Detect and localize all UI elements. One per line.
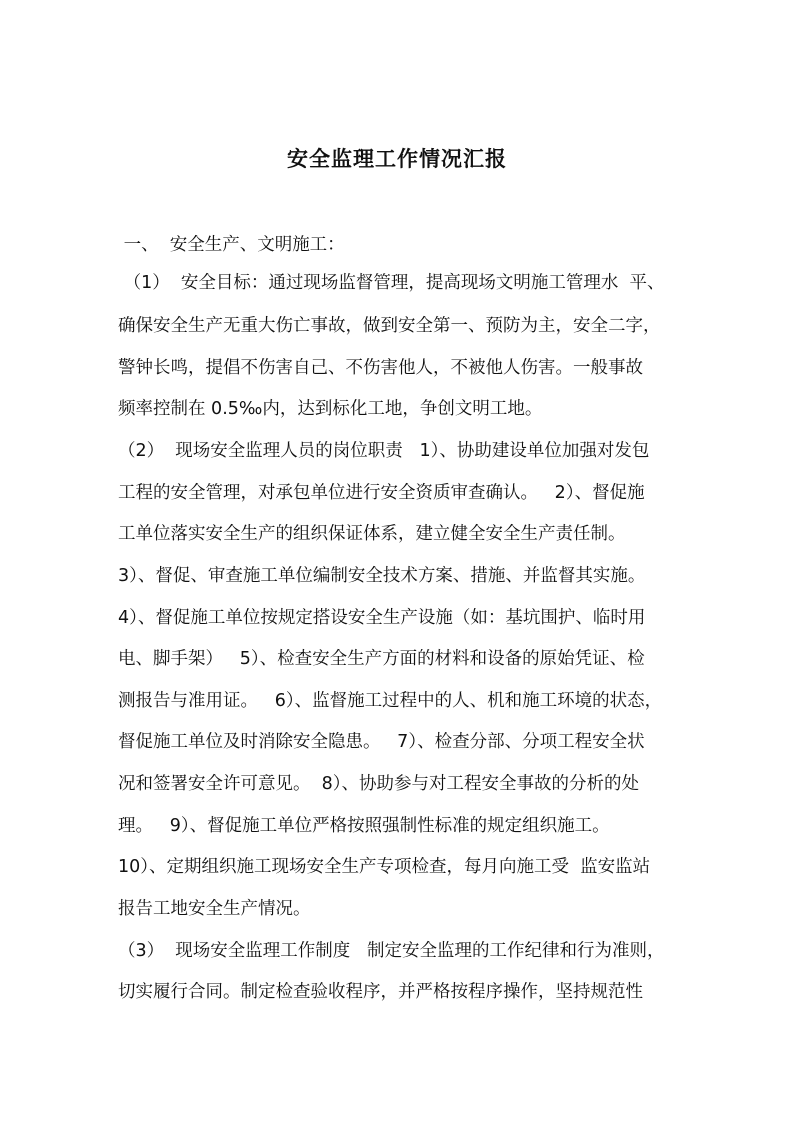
paragraph-line: 一、 安全生产、文明施工：	[118, 235, 345, 255]
paragraph-line: 工单位落实安全生产的组织保证体系，建立健全安全生产责任制。	[118, 524, 626, 544]
paragraph-line: 工程的安全管理，对承包单位进行安全资质审查确认。 2）、督促施	[118, 483, 645, 503]
paragraph-line: 电、脚手架） 5）、检查安全生产方面的材料和设备的原始凭证、检	[118, 649, 645, 669]
document-title: 安全监理工作情况汇报	[287, 146, 507, 171]
paragraph-line: 频率控制在 0.5‰内，达到标化工地，争创文明工地。	[118, 399, 543, 419]
paragraph-line: 测报告与准用证。 6）、监督施工过程中的人、机和施工环境的状态，	[118, 691, 663, 711]
paragraph-line: 确保安全生产无重大伤亡事故，做到安全第一、预防为主，安全二字，	[118, 316, 661, 336]
paragraph-line: 4）、督促施工单位按规定搭设安全生产设施（如：基坑围护、临时用	[118, 608, 646, 628]
paragraph-line: 督促施工单位及时消除安全隐患。 7）、检查分部、分项工程安全状	[118, 732, 645, 752]
paragraph-line: （3） 现场安全监理工作制度 制定安全监理的工作纪律和行为准则，	[118, 941, 665, 961]
paragraph-line: （2） 现场安全监理人员的岗位职责 1）、协助建设单位加强对发包	[118, 441, 650, 461]
paragraph-line: 切实履行合同。制定检查验收程序，并严格按程序操作，坚持规范性	[118, 982, 643, 1002]
paragraph-line: 理。 9）、督促施工单位严格按照强制性标准的规定组织施工。	[118, 816, 610, 836]
paragraph-line: 10）、定期组织施工现场安全生产专项检查，每月向施工受 监安监站	[118, 857, 651, 877]
paragraph-line: 警钟长鸣，提倡不伤害自己、不伤害他人，不被他人伤害。一般事故	[118, 358, 643, 378]
paragraph-line: 3）、督促、审查施工单位编制安全技术方案、措施、并监督其实施。	[118, 566, 646, 586]
paragraph-line: 况和签署安全许可意见。 8）、协助参与对工程安全事故的分析的处	[118, 774, 640, 794]
paragraph-line: （1） 安全目标：通过现场监督管理，提高现场文明施工管理水 平、	[118, 273, 665, 293]
paragraph-line: 报告工地安全生产情况。	[118, 899, 311, 919]
